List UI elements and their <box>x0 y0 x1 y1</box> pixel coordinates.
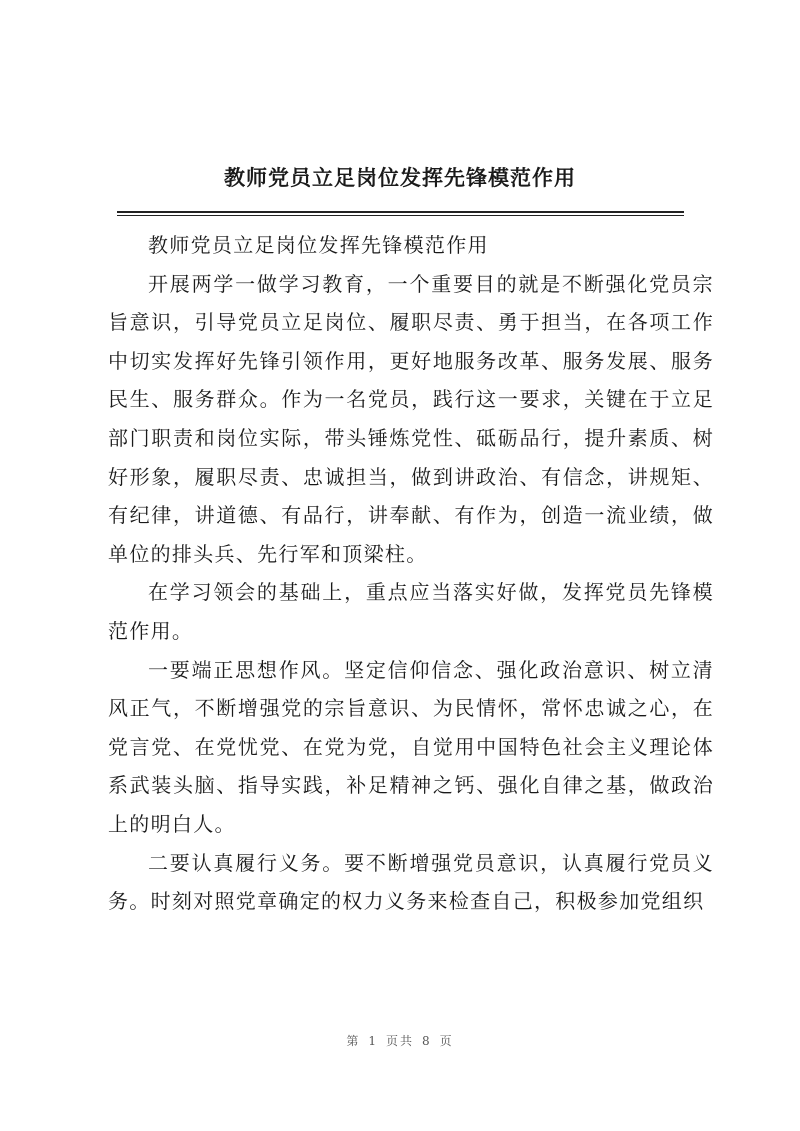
paragraph: 开展两学一做学习教育，一个重要目的就是不断强化党员宗旨意识，引导党员立足岗位、履职尽责、勇于担当，在各项工作中切实发挥好先锋引领作用，更好地服务改革、服务发展、服务民生、服务群众。作为一名党员，践行这一要求，关键在于立足部门职责和岗位实际，带头锤炼党性、砥砺品行，提升素质、树好形象，履职尽责、忠诚担当，做到讲政治、有信念，讲规矩、有纪律，讲道德、有品行，讲奉献、有作为，创造一流业绩，做单位的排头兵、先行军和顶梁柱。 <box>108 271 714 566</box>
paragraph: 在学习领会的基础上，重点应当落实好做，发挥党员先锋模范作用。 <box>108 580 714 643</box>
footer-label-end: 页 <box>439 1034 454 1048</box>
title-divider <box>117 211 684 213</box>
footer-total-pages: 8 <box>422 1034 432 1048</box>
paragraph-subtitle: 教师党员立足岗位发挥先锋模范作用 <box>148 233 489 257</box>
page-footer <box>0 1032 800 1049</box>
paragraph: 一要端正思想作风。坚定信仰信念、强化政治意识、树立清风正气，不断增强党的宗旨意识、为民情怀，常怀忠诚之心，在党言党、在党忧党、在党为党，自觉用中国特色社会主义理论体系武装头脑、指导实践，补足精神之钙、强化自律之基，做政治上的明白人。 <box>108 657 714 836</box>
footer-label-total: 页共 <box>385 1034 414 1048</box>
page-title: 教师党员立足岗位发挥先锋模范作用 <box>224 165 576 190</box>
document-body <box>108 226 714 921</box>
footer-label-page: 第 <box>346 1034 361 1048</box>
paragraph: 二要认真履行义务。要不断增强党员意识，认真履行党员义务。时刻对照党章确定的权力义务来检查自己，积极参加党组织 <box>108 850 714 914</box>
footer-current-page: 1 <box>368 1034 378 1048</box>
title-divider-thin <box>117 215 684 216</box>
